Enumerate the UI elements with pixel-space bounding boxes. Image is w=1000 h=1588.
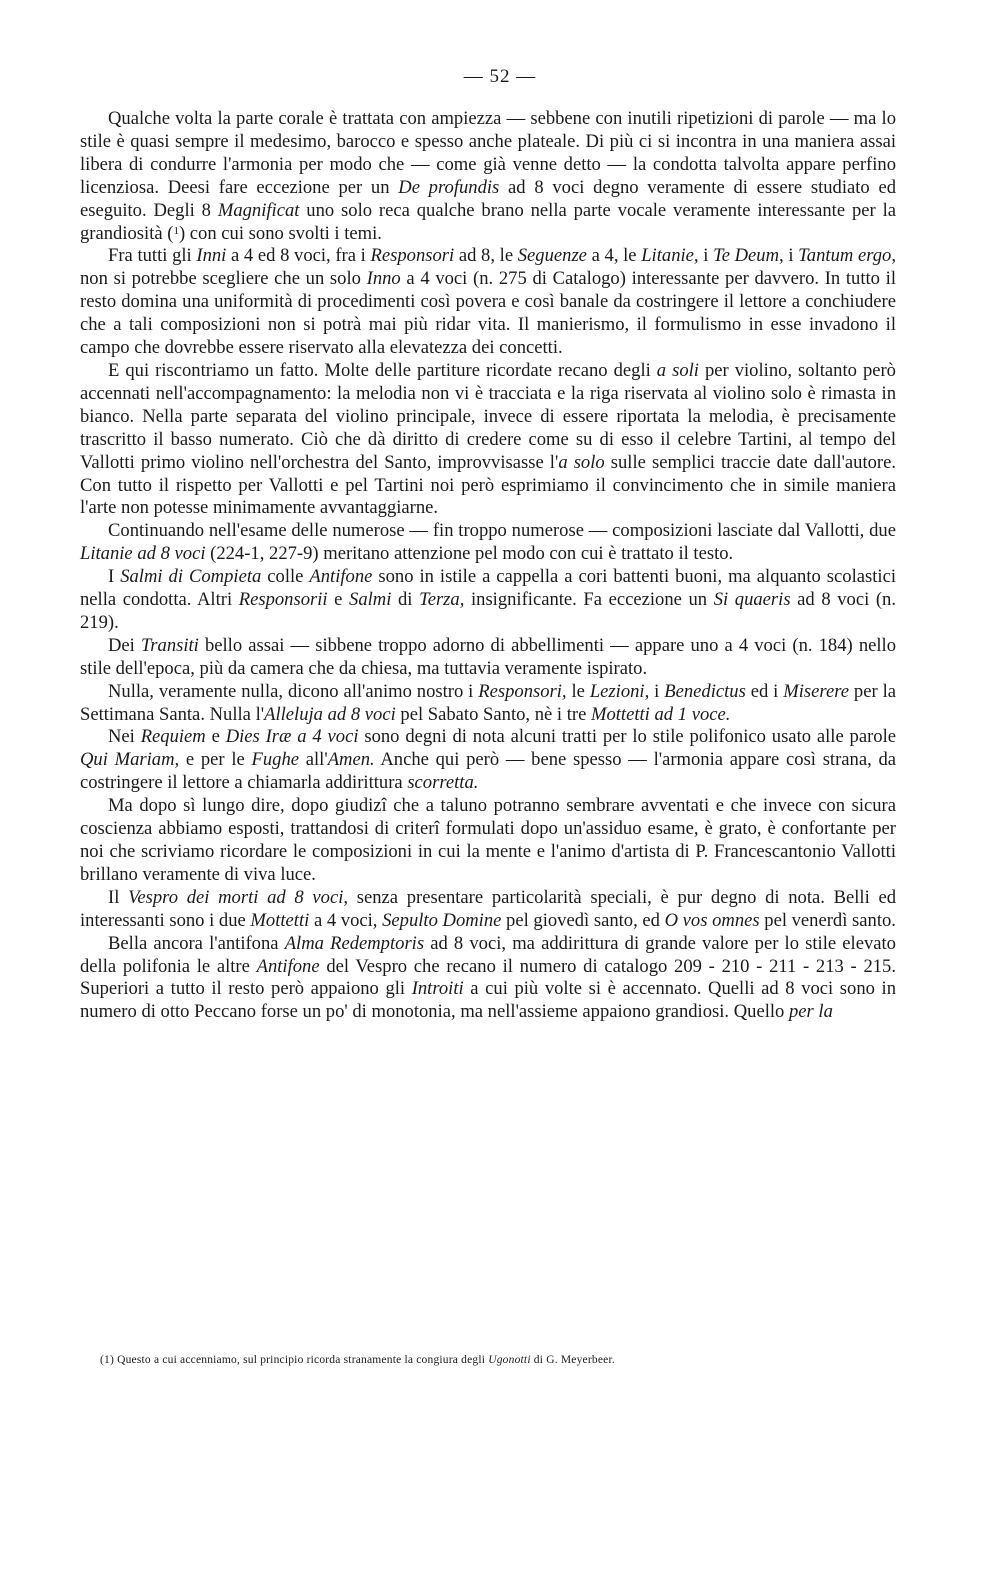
text-run: ad 8 voci (n. 219). bbox=[80, 589, 896, 633]
text-run: all' bbox=[299, 749, 328, 771]
italic-title: Litanie ad 8 voci bbox=[80, 543, 206, 565]
text-run: Dei bbox=[108, 634, 141, 656]
italic-title: Responsori bbox=[370, 245, 455, 267]
text-run: ad 8 voci, ma addirittura di grande valore per lo stile elevato della polifonia le altre bbox=[80, 932, 896, 977]
text-run: e per le bbox=[179, 749, 252, 771]
text-run: bello assai — sibbene troppo adorno di abbellimenti — appare uno a 4 voci (n. 184) nello stile dell'epoca, più da camera che da chiesa, ma tuttavia veramente ispirato. bbox=[80, 634, 897, 679]
text-run: (224-1, 227-9) meritano attenzione pel modo con cui è trattato il testo. bbox=[205, 543, 734, 565]
text-run: Nei bbox=[108, 726, 141, 748]
text-run: a 4 voci, bbox=[309, 909, 383, 931]
text-run: ad 8 voci degno veramente di essere studiato ed eseguito. Degli 8 bbox=[80, 176, 896, 221]
paragraph bbox=[80, 566, 896, 635]
footnote bbox=[100, 1352, 880, 1368]
body-text bbox=[80, 108, 896, 1024]
text-run: Anche qui però — bene spesso — l'armonia appare così strana, da costringere il lettore a chiamarla addirittura bbox=[80, 749, 897, 794]
italic-title: Ugonotti bbox=[488, 1354, 531, 1366]
text-run: senza presentare particolarità speciali, è pur degno di nota. Belli ed interessanti sono i due bbox=[80, 886, 897, 931]
text-run: sono degni di nota alcuni tratti per lo stile polifonico usato alle parole bbox=[358, 726, 896, 748]
text-run: I bbox=[108, 566, 121, 588]
text-run: per la Settimana Santa. Nulla l' bbox=[80, 680, 896, 725]
page-number: — 52 — bbox=[463, 66, 537, 87]
text-run: a cui più volte si è accennato. Quelli ad 8 voci sono in numero di otto Peccano forse un po' di monotonia, ma nell'assieme appaiono grandiosi. Quello bbox=[80, 978, 897, 1023]
footnote-ref: 1 bbox=[173, 224, 179, 237]
paragraph bbox=[80, 635, 896, 681]
italic-title: Salmi bbox=[349, 589, 392, 611]
paragraph bbox=[80, 726, 896, 795]
text-run: a 4, le bbox=[586, 245, 642, 267]
text-run: E qui riscontriamo un fatto. Molte delle partiture ricordate recano degli bbox=[108, 359, 657, 381]
paragraph bbox=[80, 887, 896, 933]
text-run: sulle semplici traccie date dall'autore. Con tutto il rispetto per Vallotti e pel Tartini noi però esprimiamo il convincimento che in simile maniera l'arte non potesse minimamente avvantaggiarne. bbox=[80, 451, 897, 519]
italic-title: Vespro dei morti ad 8 voci, bbox=[128, 886, 349, 908]
italic-title: Antifone bbox=[309, 566, 373, 588]
italic-title: De profundis bbox=[398, 176, 500, 198]
text-run: del Vespro che recano il numero di catalogo 209 - 210 - 211 - 213 - 215. Superiori a tutto il resto però appaiono gli bbox=[80, 955, 896, 1000]
text-run: colle bbox=[261, 566, 310, 588]
italic-title: O vos omnes bbox=[664, 909, 760, 931]
italic-title: Lezioni, bbox=[589, 680, 650, 702]
italic-title: Transiti bbox=[140, 634, 199, 656]
italic-title: Responsori, bbox=[478, 680, 567, 702]
italic-title: Introiti bbox=[411, 978, 464, 1000]
italic-title: Alleluja ad 8 voci bbox=[264, 703, 396, 725]
italic-title: Antifone bbox=[256, 955, 320, 977]
text-run: pel giovedì santo, ed bbox=[501, 909, 665, 931]
text-run: uno solo reca qualche brano nella parte vocale veramente interessante per la grandiosità ( bbox=[80, 199, 896, 244]
italic-title: Qui Mariam, bbox=[80, 749, 180, 771]
italic-title: Magnificat bbox=[217, 199, 300, 221]
text-run: e bbox=[327, 589, 350, 611]
text-run: Bella ancora l'antifona bbox=[108, 932, 285, 954]
text-run: non si potrebbe scegliere che un solo bbox=[80, 268, 367, 290]
italic-title: Miserere bbox=[783, 680, 850, 702]
paragraph bbox=[80, 795, 896, 887]
text-run: e bbox=[205, 726, 226, 748]
text-run: Qualche volta la parte corale è trattata con ampiezza — sebbene con inutili ripetizioni di parole — ma lo stile è quasi sempre il medesimo, barocco e spesso anche plateale. Di più ci si incontra in una maniera assai libera di condurre l'armonia per modo che — come già venne detto — la condotta talvolta appare perfino licenziosa. Deesi fare eccezione per un bbox=[80, 108, 896, 198]
text-run: i bbox=[783, 245, 799, 267]
text-run: le bbox=[566, 680, 590, 702]
italic-title: Salmi di Compieta bbox=[120, 566, 262, 588]
italic-title: Seguenze bbox=[517, 245, 587, 267]
text-run: Fra tutti gli bbox=[108, 245, 197, 267]
paragraph bbox=[80, 933, 896, 1025]
text-run: i bbox=[649, 680, 665, 702]
paragraph bbox=[80, 520, 896, 566]
italic-title: a solo bbox=[558, 451, 605, 473]
text-run: di bbox=[391, 589, 420, 611]
italic-title: Responsorii bbox=[238, 589, 328, 611]
text-run: per violino, soltanto però accennati nell'accompagnamento: la melodia non vi è tracciata e la riga riservata al violino solo è rimasta in bianco. Nella parte separata del violino principale, invece di essere riportata la melodia, è precisamente trascritto il basso numerato. Ciò che dà diritto di credere come su di esso il celebre Tartini, al tempo del Vallotti primo violino nell'orchestra del Santo, improvvisasse l' bbox=[80, 359, 896, 473]
italic-title: Dies Iræ a 4 voci bbox=[225, 726, 359, 748]
italic-title: Tantum ergo, bbox=[798, 245, 896, 267]
paragraph bbox=[80, 108, 896, 245]
italic-title: Si quaeris bbox=[713, 589, 791, 611]
text-run: sono in istile a cappella a cori battenti buoni, ma alquanto scolastici nella condotta. Altri bbox=[80, 566, 896, 611]
italic-title: Inno bbox=[366, 268, 401, 290]
italic-title: Mottetti ad 1 voce. bbox=[590, 703, 731, 725]
text-run: (1) Questo a cui accenniamo, sul principio ricorda stranamente la congiura degli bbox=[100, 1354, 489, 1366]
text-run: di G. Meyerbeer. bbox=[530, 1354, 615, 1366]
paragraph bbox=[80, 360, 896, 520]
text-run: insignificante. Fa eccezione un bbox=[464, 589, 714, 611]
text-run: Ma dopo sì lungo dire, dopo giudizî che a taluno potranno sembrare avventati e che invece con sicura coscienza abbiamo esposti, trattandosi di criterî formulati dopo un'assiduo esame, è grato, è confortante per noi che scriviamo ricordare le composizioni in cui la mente e l'animo d'artista di P. Francescantonio Vallotti brillano veramente di viva luce. bbox=[80, 795, 896, 885]
italic-title: Litanie, bbox=[641, 245, 699, 267]
text-run: ) con cui sono svolti i temi. bbox=[178, 222, 382, 244]
text-run: ed i bbox=[745, 680, 784, 702]
paragraph bbox=[80, 681, 896, 727]
text-run: ad 8, le bbox=[454, 245, 518, 267]
italic-title: Terza, bbox=[419, 589, 465, 611]
italic-title: Sepulto Domine bbox=[382, 909, 502, 931]
text-run: a 4 ed 8 voci, fra i bbox=[226, 245, 371, 267]
paragraph bbox=[80, 245, 896, 360]
text-run: Nulla, veramente nulla, dicono all'animo nostro i bbox=[108, 680, 479, 702]
italic-title: Amen. bbox=[327, 749, 375, 771]
text-run: i bbox=[698, 245, 714, 267]
italic-title: Alma Redemptoris bbox=[284, 932, 425, 954]
text-run: a 4 voci (n. 275 di Catalogo) interessante per davvero. In tutto il resto domina una uniformità di procedimenti così povera e così banale da costringere il lettore a conchiudere che a tali composizioni non si potrà mai più ridar vita. Il manierismo, il formulismo in esse invadono il campo che dovrebbe essere riservato alla elevatezza dei concetti. bbox=[80, 268, 896, 359]
text-run: Il bbox=[108, 886, 129, 908]
italic-title: Benedictus bbox=[664, 680, 746, 702]
italic-title: Requiem bbox=[140, 726, 206, 748]
text-run: pel Sabato Santo, nè i tre bbox=[395, 703, 591, 725]
italic-title: Inni bbox=[196, 245, 227, 267]
italic-title: a soli bbox=[656, 359, 699, 381]
italic-title: scorretta. bbox=[407, 772, 479, 794]
italic-title: Mottetti bbox=[250, 909, 310, 931]
text-run: Continuando nell'esame delle numerose — fin troppo numerose — composizioni lasciate dal Vallotti, due bbox=[108, 520, 896, 542]
italic-title: per la bbox=[788, 1001, 833, 1023]
text-run: pel venerdì santo. bbox=[759, 909, 896, 931]
italic-title: Fughe bbox=[251, 749, 300, 771]
italic-title: Te Deum, bbox=[713, 245, 784, 267]
